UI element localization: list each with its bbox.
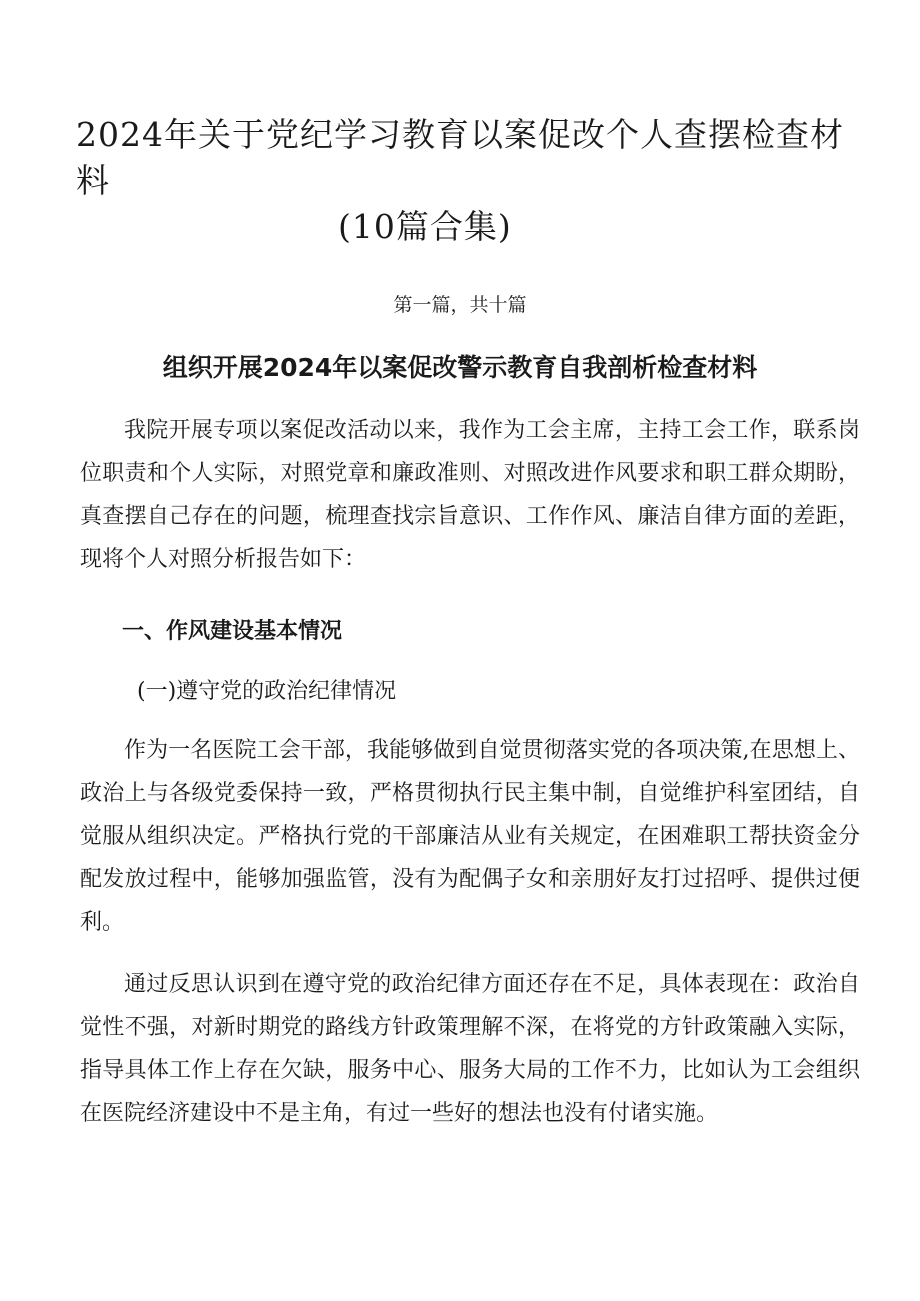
intro-paragraph: 我院开展专项以案促改活动以来，我作为工会主席，主持工会工作，联系岗位职责和个人实际，对照党章和廉政准则、对照改进作风要求和职工群众期盼，真查摆自己存在的问题，梳理查找宗旨意识、工作作风、廉洁自律方面的差距，现将个人对照分析报告如下： [80,418,860,572]
document-title-line1: 2024年关于党纪学习教育以案促改个人查摆检查材料 [76,115,844,200]
subsection-heading: (一)遵守党的政治纪律情况 [137,679,397,704]
article-title: 组织开展2024年以案促改警示教育自我剖析检查材料 [162,353,758,382]
document-title [60,112,876,250]
body-paragraph-3: 通过反思认识到在遵守党的政治纪律方面还存在不足，具体表现在：政治自觉性不强，对新时期党的路线方针政策理解不深，在将党的方针政策融入实际，指导具体工作上存在欠缺，服务中心、服务大局的工作不力，比如认为工会组织在医院经济建设中不是主角，有过一些好的想法也没有付诸实施。 [80,972,860,1126]
part-label: 第一篇，共十篇 [393,294,527,316]
section-heading: 一、作风建设基本情况 [122,619,343,644]
document-title-line2: (10篇合集) [338,207,512,246]
body-paragraph-2: 作为一名医院工会干部，我能够做到自觉贯彻落实党的各项决策,在思想上、政治上与各级党委保持一致，严格贯彻执行民主集中制，自觉维护科室团结，自觉服从组织决定。严格执行党的干部廉洁从业有关规定，在困难职工帮扶资金分配发放过程中，能够加强监管，没有为配偶子女和亲朋好友打过招呼、提供过便利。 [80,738,860,935]
